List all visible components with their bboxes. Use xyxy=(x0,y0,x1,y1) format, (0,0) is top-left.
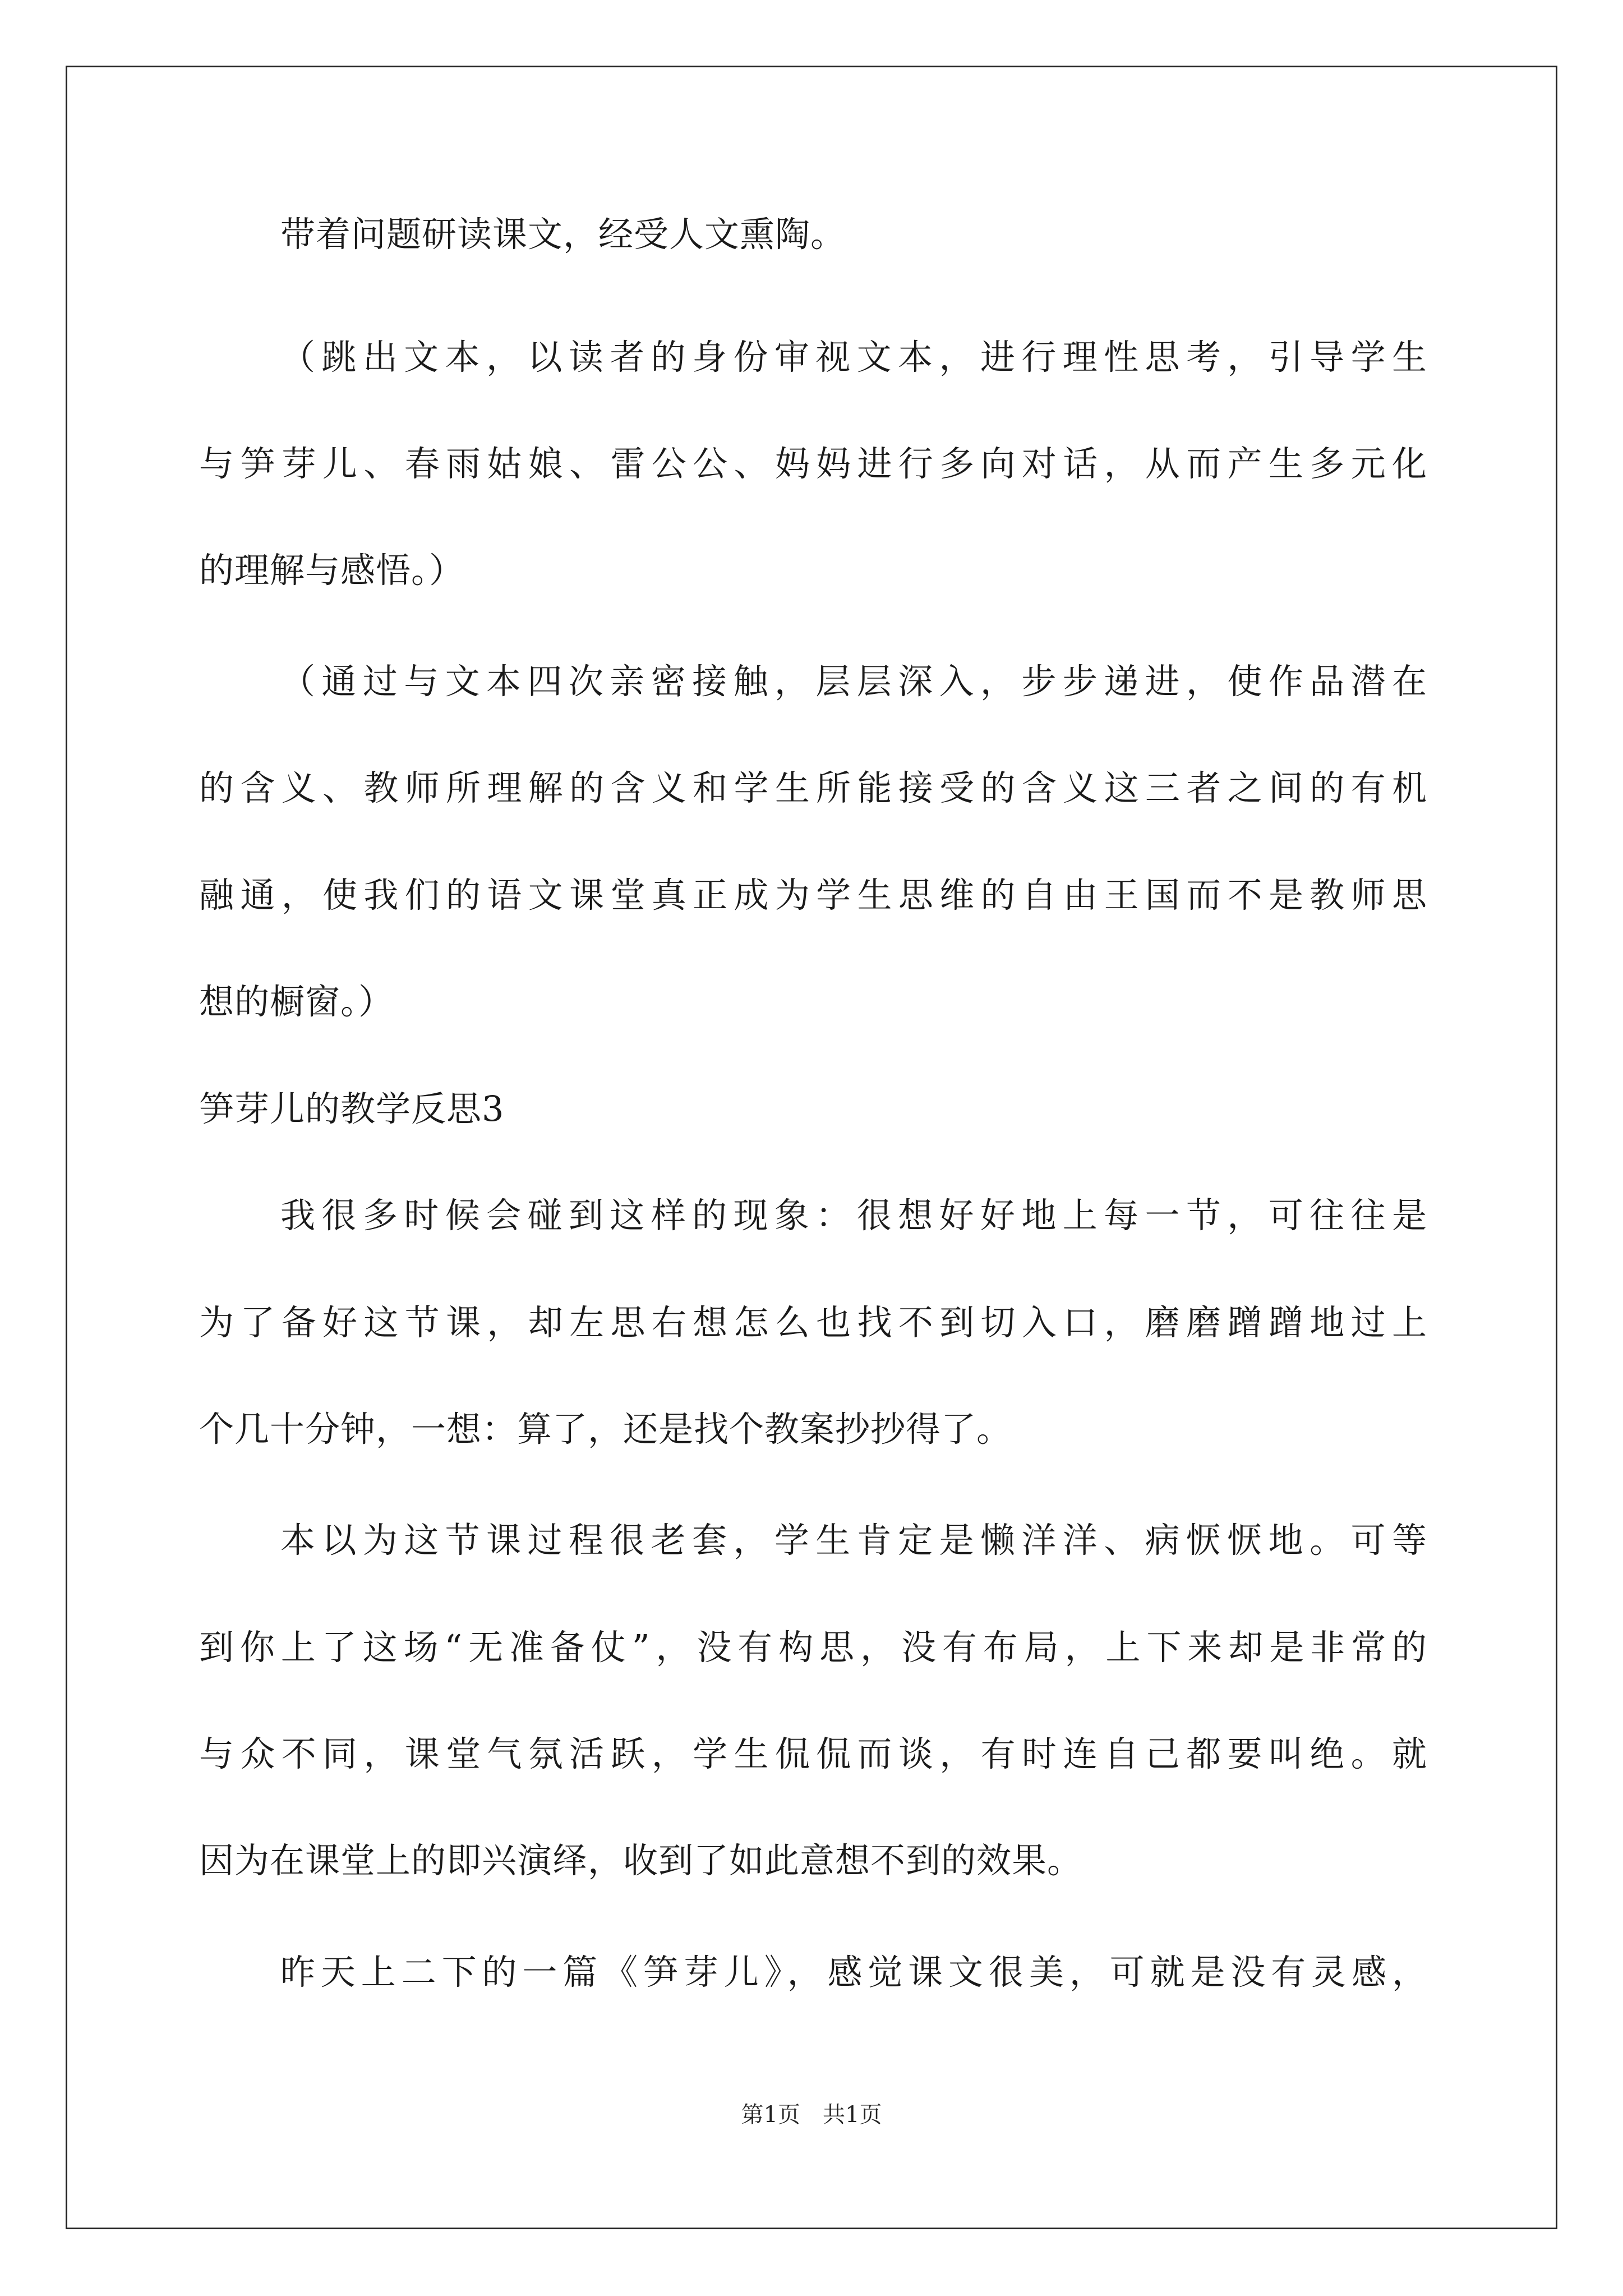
paragraph-line: 与笋芽儿、春雨姑娘、雷公公、妈妈进行多向对话，从而产生多元化 xyxy=(199,443,1427,484)
paragraph-line: 融通，使我们的语文课堂真正成为学生思维的自由王国而不是教师思 xyxy=(199,875,1427,915)
paragraph-line: 到你上了这场“无准备仗”，没有构思，没有布局，上下来却是非常的 xyxy=(199,1627,1427,1668)
paragraph-line: 昨天上二下的一篇《笋芽儿》，感觉课文很美，可就是没有灵感， xyxy=(280,1952,1427,1993)
page-footer: 第1页 共1页 xyxy=(741,2102,882,2128)
paragraph-line: 为了备好这节课，却左思右想怎么也找不到切入口，磨磨蹭蹭地过上 xyxy=(199,1302,1427,1343)
paragraph-line: 我很多时候会碰到这样的现象：很想好好地上每一节，可往往是 xyxy=(280,1195,1427,1236)
paragraph-line: 带着问题研读课文，经受人文熏陶。 xyxy=(280,214,846,255)
paragraph-line: 想的橱窗。） xyxy=(199,981,394,1022)
paragraph-line: 的理解与感悟。） xyxy=(199,550,465,591)
page-border xyxy=(66,66,1557,2229)
paragraph-line: 本以为这节课过程很老套，学生肯定是懒洋洋、病恹恹地。可等 xyxy=(280,1520,1427,1561)
paragraph-line: 因为在课堂上的即兴演绎，收到了如此意想不到的效果。 xyxy=(199,1840,1083,1881)
paragraph-line: 与众不同，课堂气氛活跃，学生侃侃而谈，有时连自己都要叫绝。就 xyxy=(199,1733,1427,1774)
paragraph-line: （通过与文本四次亲密接触，层层深入，步步递进，使作品潜在 xyxy=(280,661,1427,702)
paragraph-line: （跳出文本，以读者的身份审视文本，进行理性思考，引导学生 xyxy=(280,337,1427,378)
paragraph-line: 的含义、教师所理解的含义和学生所能接受的含义这三者之间的有机 xyxy=(199,767,1427,808)
section-heading: 笋芽儿的教学反思3 xyxy=(199,1088,505,1129)
paragraph-line: 个几十分钟，一想：算了，还是找个教案抄抄得了。 xyxy=(199,1409,1012,1450)
